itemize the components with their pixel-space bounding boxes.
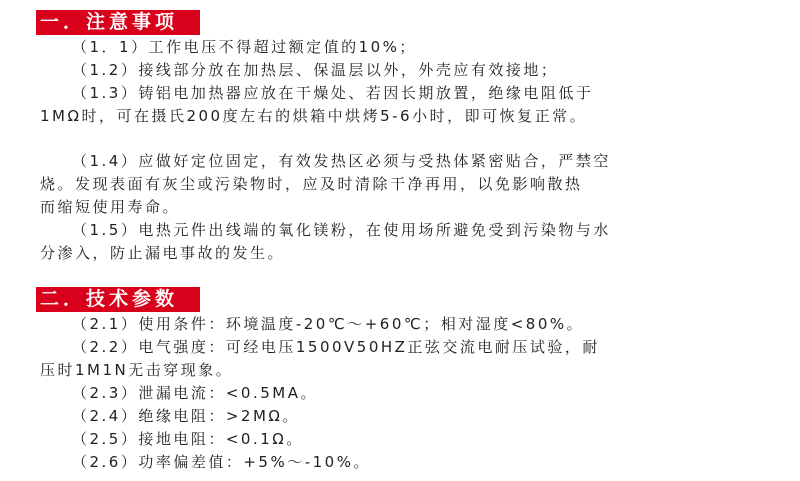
spec-line-2-2: （2.2）电气强度：可经电压1500V50HZ正弦交流电耐压试验，耐	[72, 338, 600, 356]
note-line-1-4-cont-b: 而缩短使用寿命。	[40, 198, 181, 216]
note-line-1-3-cont: 1MΩ时，可在摄氏200度左右的烘箱中烘烤5-6小时，即可恢复正常。	[40, 107, 588, 125]
note-line-1-3: （1.3）铸铝电加热器应放在干燥处、若因长期放置，绝缘电阻低于	[72, 84, 594, 102]
spec-line-2-3: （2.3）泄漏电流：<0.5MA。	[72, 384, 318, 402]
spec-line-2-4: （2.4）绝缘电阻：>2MΩ。	[72, 407, 300, 425]
section-heading-specs: 二．技术参数	[36, 287, 200, 312]
spec-line-2-1: （2.1）使用条件：环境温度-20℃～+60℃；相对湿度<80%。	[72, 315, 585, 333]
spec-line-2-6: （2.6）功率偏差值：+5%～-10%。	[72, 453, 371, 471]
note-line-1-4-cont-a: 烧。发现表面有灰尘或污染物时，应及时清除干净再用，以免影响散热	[40, 175, 583, 193]
spec-line-2-5: （2.5）接地电阻：<0.1Ω。	[72, 430, 304, 448]
note-line-1-5-cont: 分渗入，防止漏电事故的发生。	[40, 244, 286, 262]
section-heading-notes: 一．注意事项	[36, 10, 200, 35]
note-line-1-1: （1．1）工作电压不得超过额定值的10%；	[72, 38, 417, 56]
note-line-1-5: （1.5）电热元件出线端的氧化镁粉，在使用场所避免受到污染物与水	[72, 221, 611, 239]
note-line-1-2: （1.2）接线部分放在加热层、保温层以外，外壳应有效接地；	[72, 61, 559, 79]
note-line-1-4: （1.4）应做好定位固定，有效发热区必须与受热体紧密贴合，严禁空	[72, 152, 611, 170]
spec-line-2-2-cont: 压时1M1N无击穿现象。	[40, 361, 234, 379]
